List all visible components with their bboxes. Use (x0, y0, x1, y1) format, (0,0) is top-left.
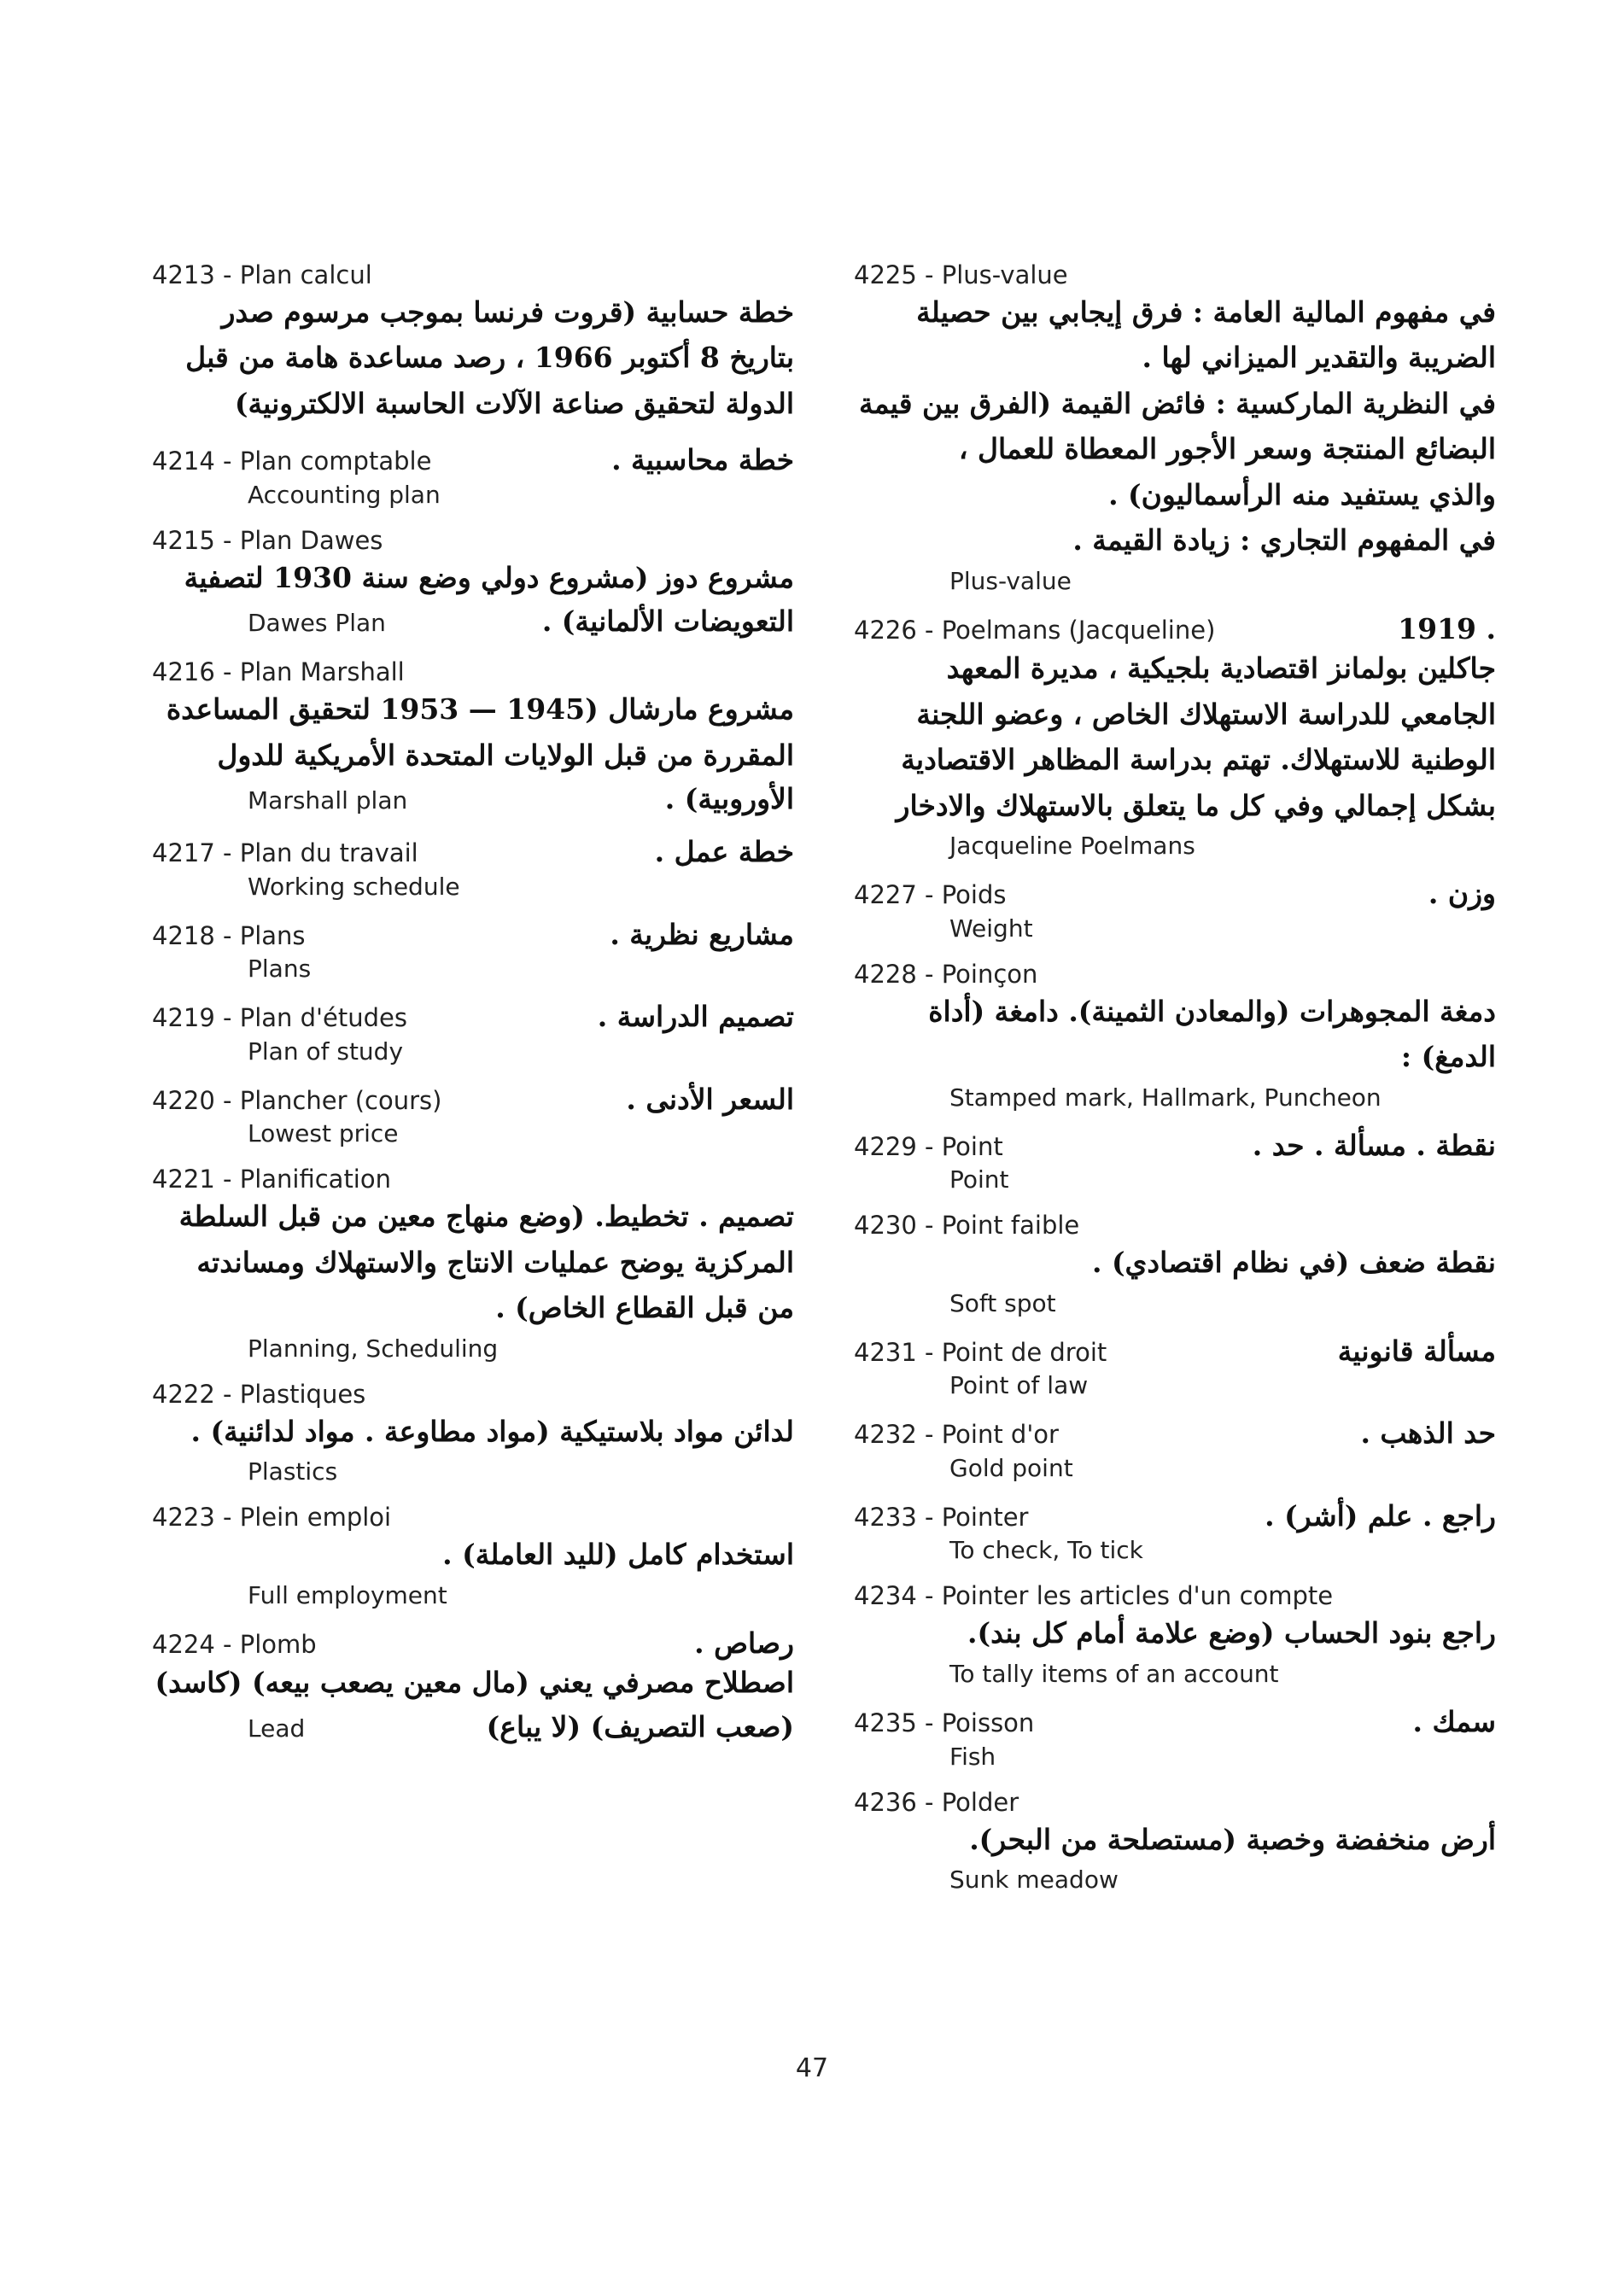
english-translation: Plans (248, 955, 312, 984)
dictionary-entry (854, 1705, 1496, 1771)
english-translation: Plan of study (248, 1036, 404, 1066)
entry-headword: 4222 - Plastiques (152, 1379, 366, 1409)
english-translation: Dawes Plan (248, 609, 386, 638)
arabic-definition-line: من قبل القطاع الخاص) . (495, 1291, 794, 1325)
arabic-equivalent: وزن . (1428, 877, 1496, 911)
dictionary-entry (854, 1416, 1496, 1482)
entry-headword: 4234 - Pointer les articles d'un compte (854, 1581, 1334, 1611)
dictionary-entry (152, 1083, 794, 1148)
dictionary-entry (152, 1000, 794, 1066)
entry-translation-row (854, 1454, 1496, 1482)
entry-headword: 4235 - Poisson (854, 1708, 1035, 1737)
entry-head-row (152, 260, 794, 289)
entry-head-row (152, 526, 794, 555)
entry-translation-row (152, 1037, 794, 1066)
dictionary-entry (854, 612, 1496, 860)
entry-translation-row (152, 1709, 794, 1746)
arabic-definition-line: البضائع المنتجة وسعر الأجور المعطاة للعمال ، (958, 432, 1496, 466)
entry-headword: 4228 - Poinçon (854, 959, 1038, 989)
entry-headword: 4229 - Point (854, 1131, 1003, 1161)
entry-translation-row (152, 1581, 794, 1609)
dictionary-entry (152, 918, 794, 984)
english-translation: To check, To tick (949, 1536, 1143, 1565)
arabic-definition-line: اصطلاح مصرفي يعني (مال معين يصعب بيعه) (كاسد) (155, 1666, 794, 1700)
entry-head-row (854, 1788, 1496, 1817)
dictionary-entry (152, 1380, 794, 1486)
arabic-definition-end: (صعب التصريف) (لا يباع) (486, 1709, 794, 1743)
entry-head-row (152, 1380, 794, 1409)
entry-head-row (854, 1416, 1496, 1451)
entry-head-row (152, 1165, 794, 1194)
entry-headword: 4231 - Point de droit (854, 1337, 1107, 1367)
page-number: 47 (795, 2053, 829, 2083)
arabic-definition-line: مشروع مارشال (1945 — 1953 لتحقيق المساعدة (166, 692, 794, 727)
right-column (854, 260, 1496, 1911)
arabic-equivalent: سمك . (1412, 1704, 1496, 1738)
dictionary-entry (152, 657, 794, 818)
entry-headword: 4220 - Plancher (cours) (152, 1085, 442, 1115)
english-translation: To tally items of an account (949, 1659, 1279, 1688)
english-translation: Lowest price (248, 1119, 399, 1148)
entry-headword: 4236 - Polder (854, 1787, 1019, 1817)
entry-translation-row (152, 955, 794, 983)
entry-head-row (854, 612, 1496, 646)
english-translation: Full employment (248, 1580, 447, 1609)
arabic-definition-line: المركزية يوضح عمليات الانتاج والاستهلاك ومساندته (196, 1245, 794, 1279)
entry-translation-row (854, 914, 1496, 943)
entry-headword: 4230 - Point faible (854, 1211, 1080, 1241)
dictionary-entry (854, 260, 1496, 595)
arabic-definition-line: نقطة ضعف (في نظام اقتصادي) . (1091, 1246, 1496, 1280)
arabic-definition-line: استخدام كامل (لليد العاملة) . (442, 1538, 794, 1572)
arabic-equivalent: حد الذهب . (1360, 1416, 1496, 1451)
arabic-definition-end: الأوروبية) . (664, 782, 794, 816)
entry-head-row (854, 1129, 1496, 1163)
dictionary-entry (854, 1581, 1496, 1687)
dictionary-entry (854, 1334, 1496, 1400)
arabic-definition-line: بشكل إجمالي وفي كل ما يتعلق بالاستهلاك والادخار (896, 788, 1496, 822)
entry-translation-row (152, 481, 794, 509)
arabic-definition-line: الوطنية للاستهلاك. تهتم بدراسة المظاهر الاقتصادية (901, 743, 1496, 777)
arabic-definition-end: التعويضات الألمانية) . (541, 604, 794, 639)
entry-translation-row (854, 1371, 1496, 1399)
english-translation: Working schedule (248, 872, 460, 901)
entry-head-row (152, 443, 794, 477)
entry-headword: 4233 - Pointer (854, 1502, 1029, 1532)
entry-translation-row (854, 1660, 1496, 1688)
entry-translation-row (854, 1866, 1496, 1894)
entry-translation-row (152, 873, 794, 901)
entry-translation-row (152, 1119, 794, 1147)
arabic-definition-line: المقررة من قبل الولايات المتحدة الأمريكية للدول (217, 738, 794, 772)
entry-translation-row (152, 781, 794, 818)
arabic-definition-line: أرض منخفضة وخصبة (مستصلحة من البحر). (969, 1822, 1496, 1856)
arabic-definition-line: في مفهوم المالية العامة : فرق إيجابي بين حصيلة (916, 295, 1496, 329)
arabic-definition-line: دمغة المجوهرات (والمعادن الثمينة). دامغة (أداة الدمغ) : (928, 994, 1496, 1074)
arabic-definition-line: والذي يستفيد منه الرأسماليون) . (1108, 477, 1496, 511)
entry-translation-row (854, 1165, 1496, 1194)
dictionary-entry (854, 1788, 1496, 1894)
entry-translation-row (152, 604, 794, 640)
arabic-equivalent: خطة محاسبية . (611, 443, 794, 477)
entry-head-row (152, 1083, 794, 1117)
arabic-definition-line: راجع بنود الحساب (وضع علامة أمام كل بند). (967, 1616, 1496, 1650)
dictionary-entry (152, 1165, 794, 1362)
dictionary-entry (854, 1211, 1496, 1317)
entry-translation-row (854, 1289, 1496, 1317)
entry-head-row (152, 835, 794, 869)
arabic-definition-line: بتاريخ 8 أكتوبر 1966 ، رصد مساعدة هامة من قبل (185, 341, 794, 375)
arabic-definition-line: لدائن مواد بلاستيكية (مواد مطاوعة . مواد لدائنية) . (190, 1414, 794, 1448)
english-translation: Soft spot (949, 1288, 1056, 1317)
left-column (152, 260, 794, 1763)
entry-headword: 4219 - Plan d'études (152, 1003, 407, 1033)
entry-head-row (854, 1581, 1496, 1610)
dictionary-entry (854, 1129, 1496, 1194)
entry-translation-row (152, 1457, 794, 1486)
entry-headword: 4217 - Plan du travail (152, 838, 418, 868)
entry-translation-row (854, 567, 1496, 595)
entry-headword: 4214 - Plan comptable (152, 447, 432, 476)
entry-head-row (854, 1211, 1496, 1240)
english-translation: Stamped mark, Hallmark, Puncheon (949, 1083, 1382, 1112)
dictionary-entry (152, 526, 794, 640)
entry-head-row (854, 260, 1496, 289)
entry-headword: 4232 - Point d'or (854, 1420, 1059, 1450)
arabic-equivalent: السعر الأدنى . (626, 1082, 794, 1116)
entry-headword: 4227 - Poids (854, 880, 1007, 910)
entry-headword: 4225 - Plus-value (854, 260, 1068, 289)
english-translation: Planning, Scheduling (248, 1334, 499, 1363)
entry-headword: 4221 - Planification (152, 1165, 391, 1194)
english-translation: Plus-value (949, 566, 1072, 595)
english-translation: Lead (248, 1714, 306, 1743)
entry-headword: 4213 - Plan calcul (152, 260, 372, 289)
dictionary-entry (152, 1626, 794, 1746)
entry-translation-row (854, 1536, 1496, 1564)
english-translation: Gold point (949, 1453, 1073, 1482)
arabic-equivalent: مشاريع نظرية . (610, 917, 794, 951)
entry-head-row (152, 1626, 794, 1661)
arabic-definition-line: جاكلين بولمانز اقتصادية بلجيكية ، مديرة المعهد (946, 651, 1496, 686)
dictionary-entry (152, 1503, 794, 1609)
entry-head-row (152, 1000, 794, 1034)
entry-headword: 4223 - Plein emploi (152, 1503, 392, 1533)
english-translation: Sunk meadow (949, 1865, 1119, 1894)
english-translation: Weight (949, 914, 1033, 943)
english-translation: Point (949, 1165, 1009, 1194)
arabic-definition-line: في المفهوم التجاري : زيادة القيمة . (1072, 523, 1496, 558)
entry-head-row (152, 657, 794, 686)
dictionary-entry (854, 1499, 1496, 1565)
english-translation: Plastics (248, 1457, 338, 1486)
entry-translation-row (152, 1334, 794, 1363)
entry-headword: 4224 - Plomb (152, 1629, 317, 1659)
dictionary-entry (152, 260, 794, 426)
arabic-definition-line: الجامعي للدراسة الاستهلاك الخاص ، وعضو اللجنة (916, 697, 1496, 731)
arabic-equivalent: مسألة قانونية (1337, 1334, 1496, 1368)
arabic-equivalent: نقطة . مسألة . حد . (1252, 1128, 1496, 1162)
english-translation: Point of law (949, 1371, 1089, 1400)
entry-translation-row (854, 1743, 1496, 1771)
entry-head-row (152, 918, 794, 952)
dictionary-entry (152, 443, 794, 509)
arabic-definition-line: خطة حسابية (قروت فرنسا بموجب مرسوم صدر (221, 295, 794, 329)
entry-head-row (854, 960, 1496, 989)
arabic-definition-line: الضريبة والتقدير الميزاني لها . (1142, 341, 1496, 375)
entry-head-row (854, 1705, 1496, 1739)
entry-head-row (152, 1503, 794, 1532)
dictionary-entry (854, 877, 1496, 943)
arabic-equivalent: رصاص . (694, 1626, 794, 1660)
entry-headword: 4216 - Plan Marshall (152, 657, 405, 687)
dictionary-entry (854, 960, 1496, 1112)
arabic-definition-line: الدولة لتحقيق صناعة الآلات الحاسبة الالكترونية) (234, 386, 794, 420)
arabic-equivalent: خطة عمل . (654, 835, 794, 869)
entry-translation-row (854, 832, 1496, 860)
arabic-definition-line: تصميم . تخطيط. (وضع منهاج معين من قبل السلطة (178, 1200, 794, 1234)
arabic-equivalent: . 1919 (1398, 611, 1496, 645)
entry-head-row (854, 877, 1496, 911)
arabic-equivalent: راجع . علم (أشر) . (1265, 1498, 1496, 1533)
english-translation: Fish (949, 1742, 996, 1771)
english-translation: Jacqueline Poelmans (949, 832, 1195, 861)
entry-headword: 4215 - Plan Dawes (152, 525, 383, 555)
entry-head-row (854, 1334, 1496, 1369)
entry-translation-row (854, 1083, 1496, 1112)
arabic-definition-line: في النظرية الماركسية : فائض القيمة (الفرق بين قيمة (859, 386, 1496, 420)
dictionary-entry (152, 835, 794, 901)
entry-head-row (854, 1499, 1496, 1533)
entry-headword: 4218 - Plans (152, 920, 306, 950)
arabic-definition-line: مشروع دوز (مشروع دولي وضع سنة 1930 لتصفية (184, 560, 794, 594)
english-translation: Accounting plan (248, 480, 441, 509)
entry-headword: 4226 - Poelmans (Jacqueline) (854, 615, 1216, 645)
arabic-equivalent: تصميم الدراسة . (597, 1000, 794, 1034)
english-translation: Marshall plan (248, 786, 408, 815)
